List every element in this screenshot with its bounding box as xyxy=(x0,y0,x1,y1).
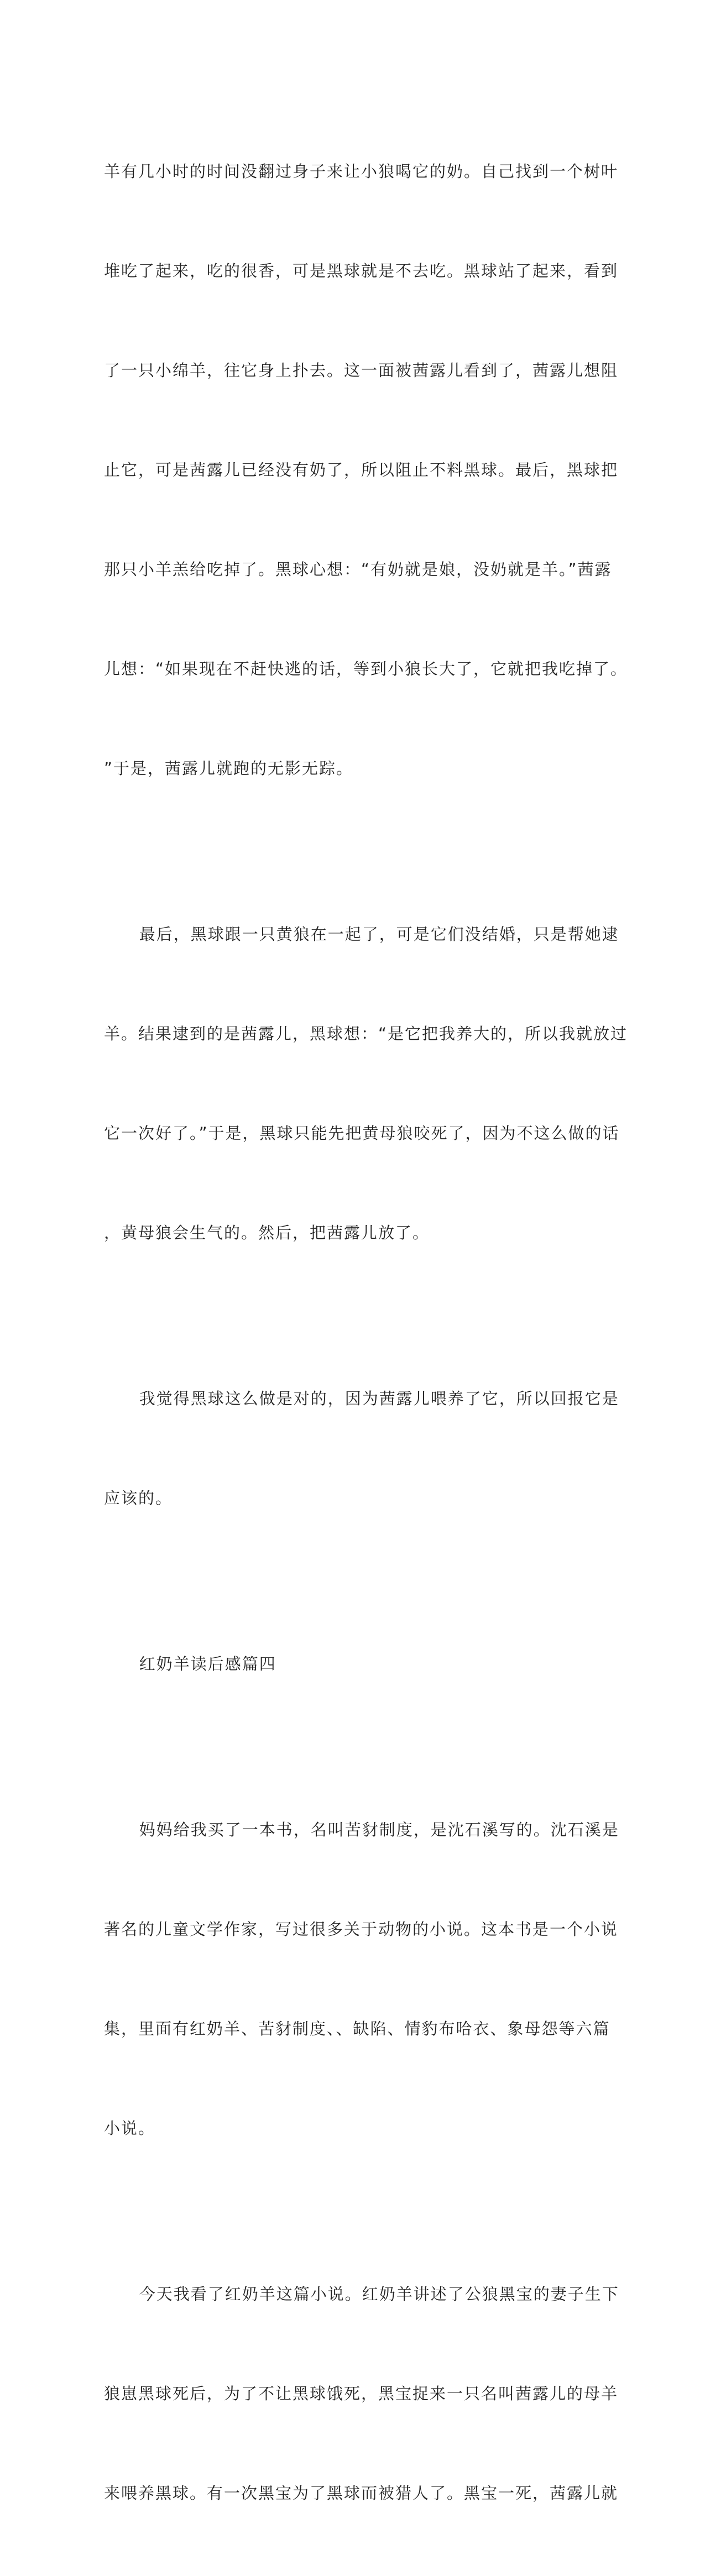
paragraph-2 xyxy=(104,851,628,1316)
heading-text: 红奶羊读后感篇四 xyxy=(139,1654,276,1673)
text-line: 儿想：“如果现在不赶快逃的话，等到小狼长大了，它就把我吃掉了。 xyxy=(104,659,628,678)
text-line: 那只小羊羔给吃掉了。黑球心想：“有奶就是娘，没奶就是羊。”茜露 xyxy=(104,560,612,579)
paragraph-1 xyxy=(104,88,628,851)
document-body xyxy=(104,88,628,2576)
text-line: 羊有几小时的时间没翻过身子来让小狼喝它的奶。自己找到一个树叶 xyxy=(104,162,619,181)
text-line: 最后，黑球跟一只黄狼在一起了，可是它们没结婚，只是帮她逮 xyxy=(139,925,619,944)
text-line: 应该的。 xyxy=(104,1489,173,1507)
paragraph-5 xyxy=(104,2211,619,2576)
text-line: 我觉得黑球这么做是对的，因为茜露儿喂养了它，所以回报它是 xyxy=(139,1389,619,1408)
section-heading xyxy=(104,1581,591,1747)
text-line: 羊。结果逮到的是茜露儿，黑球想：“是它把我养大的，所以我就放过 xyxy=(104,1024,628,1043)
text-line: 了一只小绵羊，往它身上扑去。这一面被茜露儿看到了，茜露儿想阻 xyxy=(104,361,619,380)
text-line: 狼崽黑球死后，为了不让黑球饿死，黑宝捉来一只名叫茜露儿的母羊 xyxy=(104,2384,619,2403)
paragraph-4 xyxy=(104,1747,619,2211)
text-line: 止它，可是茜露儿已经没有奶了，所以阻止不料黑球。最后，黑球把 xyxy=(104,460,619,479)
text-line: ”于是，茜露儿就跑的无影无踪。 xyxy=(104,759,354,778)
text-line: 来喂养黑球。有一次黑宝为了黑球而被猎人了。黑宝一死，茜露儿就 xyxy=(104,2484,619,2502)
text-line: 著名的儿童文学作家，写过很多关于动物的小说。这本书是一个小说 xyxy=(104,1920,619,1939)
text-line: 堆吃了起来，吃的很香，可是黑球就是不去吃。黑球站了起来，看到 xyxy=(104,261,619,280)
text-line: 集，里面有红奶羊、苦豺制度、、缺陷、情豹布哈衣、象母怨等六篇 xyxy=(104,2019,610,2038)
paragraph-3 xyxy=(104,1316,619,1581)
text-line: 妈妈给我买了一本书，名叫苦豺制度，是沈石溪写的。沈石溪是 xyxy=(139,1820,619,1839)
text-line: ，黄母狼会生气的。然后，把茜露儿放了。 xyxy=(104,1223,430,1242)
text-line: 小说。 xyxy=(104,2119,156,2138)
text-line: 它一次好了。”于是，黑球只能先把黄母狼咬死了，因为不这么做的话 xyxy=(104,1124,620,1143)
text-line: 今天我看了红奶羊这篇小说。红奶羊讲述了公狼黑宝的妻子生下 xyxy=(139,2285,619,2303)
